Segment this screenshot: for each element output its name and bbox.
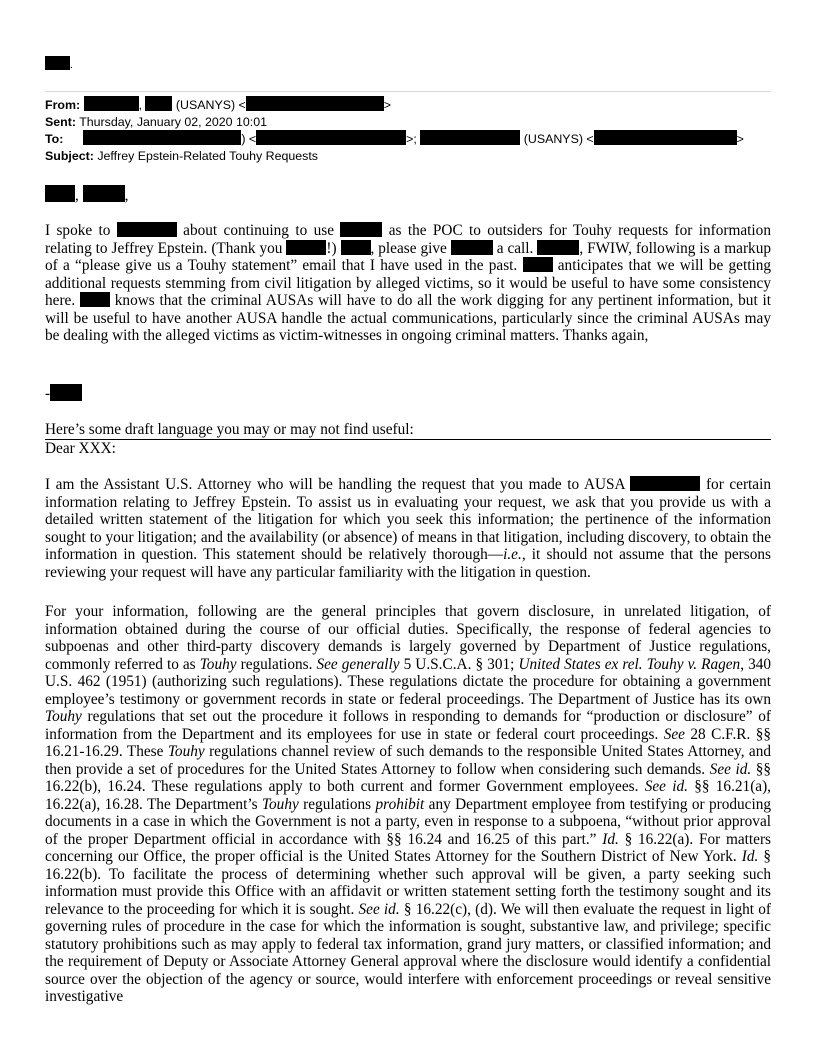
text-run: as the POC to outsiders for Touhy requests for information relating to Jeffrey Epstein. (Thank you <box>45 222 771 257</box>
text-run: See id. <box>709 760 752 778</box>
to-line <box>45 130 771 148</box>
message-paragraph <box>45 222 771 345</box>
text-run: See <box>663 725 685 743</box>
header-divider <box>45 91 771 92</box>
text-run: I spoke to <box>45 222 111 239</box>
signature-dash: - <box>45 385 51 402</box>
text-run: Touhy <box>261 795 299 813</box>
text-run: For your information, following are the general principles that govern disclosure, in unrelated litigation, of information obtained during the course of our official duties. Specifically, the response of federal agencies to subpoenas and other third-party discovery demands is largely governed by Department of Justice regulations, commonly referred to as <box>45 603 771 673</box>
redaction <box>630 476 700 491</box>
draft-intro: Here’s some draft language you may or may not find useful: <box>45 421 414 438</box>
top-redaction-block <box>45 55 73 73</box>
text-run: , it should not assume that the persons reviewing your request will have any particular familiarity with the litigation in question. <box>45 546 771 581</box>
redaction <box>256 130 406 145</box>
text-run: See generally <box>316 655 400 673</box>
sent-label: Sent: <box>45 114 76 129</box>
subject-label: Subject: <box>45 148 94 163</box>
text-run: about continuing to use <box>183 222 334 239</box>
text-run: prohibit <box>375 795 425 813</box>
redaction <box>117 222 177 237</box>
redaction <box>341 240 371 255</box>
text-run: § 16.22(c), (d). We will then evaluate the request in light of governing rules of procedure in the case for which the information is sought, substantive law, and privilege; specific statutory prohibitions such as may apply to federal tax information, grand jury matters, or classified information; and the requirement of Deputy or Associate Attorney General approval where the disclosure would identify a confidential source over the objection of the agency or source, would interfere with enforcement proceedings or reveal sensitive investigative <box>45 900 771 1005</box>
text-run: Touhy <box>45 708 82 725</box>
text-run: a call. <box>496 239 534 257</box>
redaction <box>340 222 382 237</box>
redaction <box>594 130 737 145</box>
redaction <box>145 96 172 111</box>
redaction <box>420 130 520 145</box>
sent-line <box>45 114 771 131</box>
redaction <box>50 384 82 401</box>
greeting <box>45 185 128 205</box>
from-line: From: , (USANYS) < > <box>45 98 392 112</box>
text-run: §§ 16.21(a), 16.22(a), 16.28. The Department’s <box>45 778 771 813</box>
from-label: From: <box>45 98 81 112</box>
text-run: 5 U.S.C.A. § 301; <box>403 655 515 673</box>
to-part2: >; <box>406 132 417 146</box>
text-run: Touhy <box>167 743 205 760</box>
text-run: , please give <box>370 239 447 257</box>
text-run: regulations <box>303 795 372 813</box>
sent-value: Thursday, January 02, 2020 10:01 <box>79 114 268 129</box>
text-run: Id. <box>741 848 759 865</box>
text-run: regulations. <box>240 655 313 673</box>
text-run: regulations channel review of such demands to the responsible United States Attorney, and then provide a set of procedures for the United States Attorney to follow when considering such demands. <box>45 743 772 778</box>
signature <box>45 384 82 403</box>
redaction <box>83 130 241 145</box>
top-mark-dot: . <box>70 59 73 71</box>
greeting-comma: , <box>75 187 79 204</box>
text-run: 28 C.F.R. §§ 16.21-16.29. These <box>45 725 772 760</box>
draft-salutation: Dear XXX: <box>45 440 116 457</box>
text-run: See id. <box>644 778 688 795</box>
text-run: United States ex rel. Touhy v. Ragen <box>518 655 741 673</box>
email-headers <box>45 96 771 164</box>
to-org: (USANYS) < <box>523 132 594 146</box>
to-label: To: <box>45 132 64 146</box>
text-run: Id. <box>602 830 619 848</box>
to-close: > <box>736 132 744 146</box>
text-run: §§ 16.22(b), 16.24. These regulations apply to both current and former Government employees. <box>45 760 772 795</box>
to-part1: ) < <box>241 132 257 146</box>
redaction <box>83 185 125 202</box>
text-run: § 16.22(a). For matters concerning our Office, the proper official is the United States Attorney for the Southern District of New York. <box>45 830 771 865</box>
text-run: § 16.22(b). To facilitate the process of determining whether such approval will be given, a party seeking such information must provide this Office with an affidavit or written statement setting forth the testimony sought and its relevance to the proceeding for which it is sought. <box>45 848 771 918</box>
from-org: (USANYS) < <box>175 98 246 112</box>
text-run: for certain information relating to Jeffrey Epstein. To assist us in evaluating your request, we ask that you provide us with a detailed written statement of the litigation for which you seek this information; the pertinence of the information sought to your litigation; and the availability (or absence) of means in that litigation, including discovery, to obtain the information in question. This statement should be relatively thorough— <box>45 476 771 563</box>
redaction <box>80 292 110 307</box>
text-run: i.e. <box>503 546 522 563</box>
text-run: See id. <box>358 900 400 918</box>
from-close: > <box>383 98 392 112</box>
text-run: regulations that set out the procedure it follows in responding to demands for “production or disclosure” of information from the Department and its employees for use in state or federal court proceedings. <box>45 708 771 743</box>
subject-line <box>45 148 771 165</box>
redaction <box>84 96 139 111</box>
redaction <box>286 240 326 255</box>
text-run: , 340 U.S. 462 (1951) (authorizing such regulations). These regulations dictate the procedure for obtaining a government employee’s testimony or government records in state or federal proceedings. The Department of Justice has its own <box>45 655 772 708</box>
text-run: Touhy <box>199 655 237 673</box>
draft-divider <box>45 439 771 440</box>
text-run: !) <box>326 239 337 257</box>
redaction <box>45 56 70 70</box>
redaction <box>45 185 75 202</box>
redaction <box>246 96 384 111</box>
subject-value: Jeffrey Epstein-Related Touhy Requests <box>97 148 318 163</box>
redaction <box>537 240 579 255</box>
text-run: any Department employee from testifying or producing documents in a case in which the Government is not a party, even in response to a subpoena, “without prior approval of the proper Department official in accordance with §§ 16.24 and 16.25 of this part.” <box>45 795 771 848</box>
redaction <box>523 257 553 272</box>
text-run: I am the Assistant U.S. Attorney who will be handling the request that you made to AUSA <box>45 476 625 493</box>
draft-paragraph <box>45 603 771 1006</box>
redaction <box>451 240 493 255</box>
greeting-comma: , <box>124 187 129 204</box>
text-run: anticipates that we will be getting additional requests stemming from civil litigation by alleged victims, so it would be useful to have some consistency here. <box>45 257 771 309</box>
draft-paragraph <box>45 476 771 581</box>
text-run: knows that the criminal AUSAs will have to do all the work digging for any pertinent information, but it will be useful to have another AUSA handle the actual communications, particularly since the criminal AUSAs may be dealing with the alleged victims as victim-witnesses in ongoing criminal matters. Thanks again, <box>45 292 771 344</box>
text-run: , FWIW, following is a markup of a “please give us a Touhy statement” email that I have used in the past. <box>45 239 771 274</box>
